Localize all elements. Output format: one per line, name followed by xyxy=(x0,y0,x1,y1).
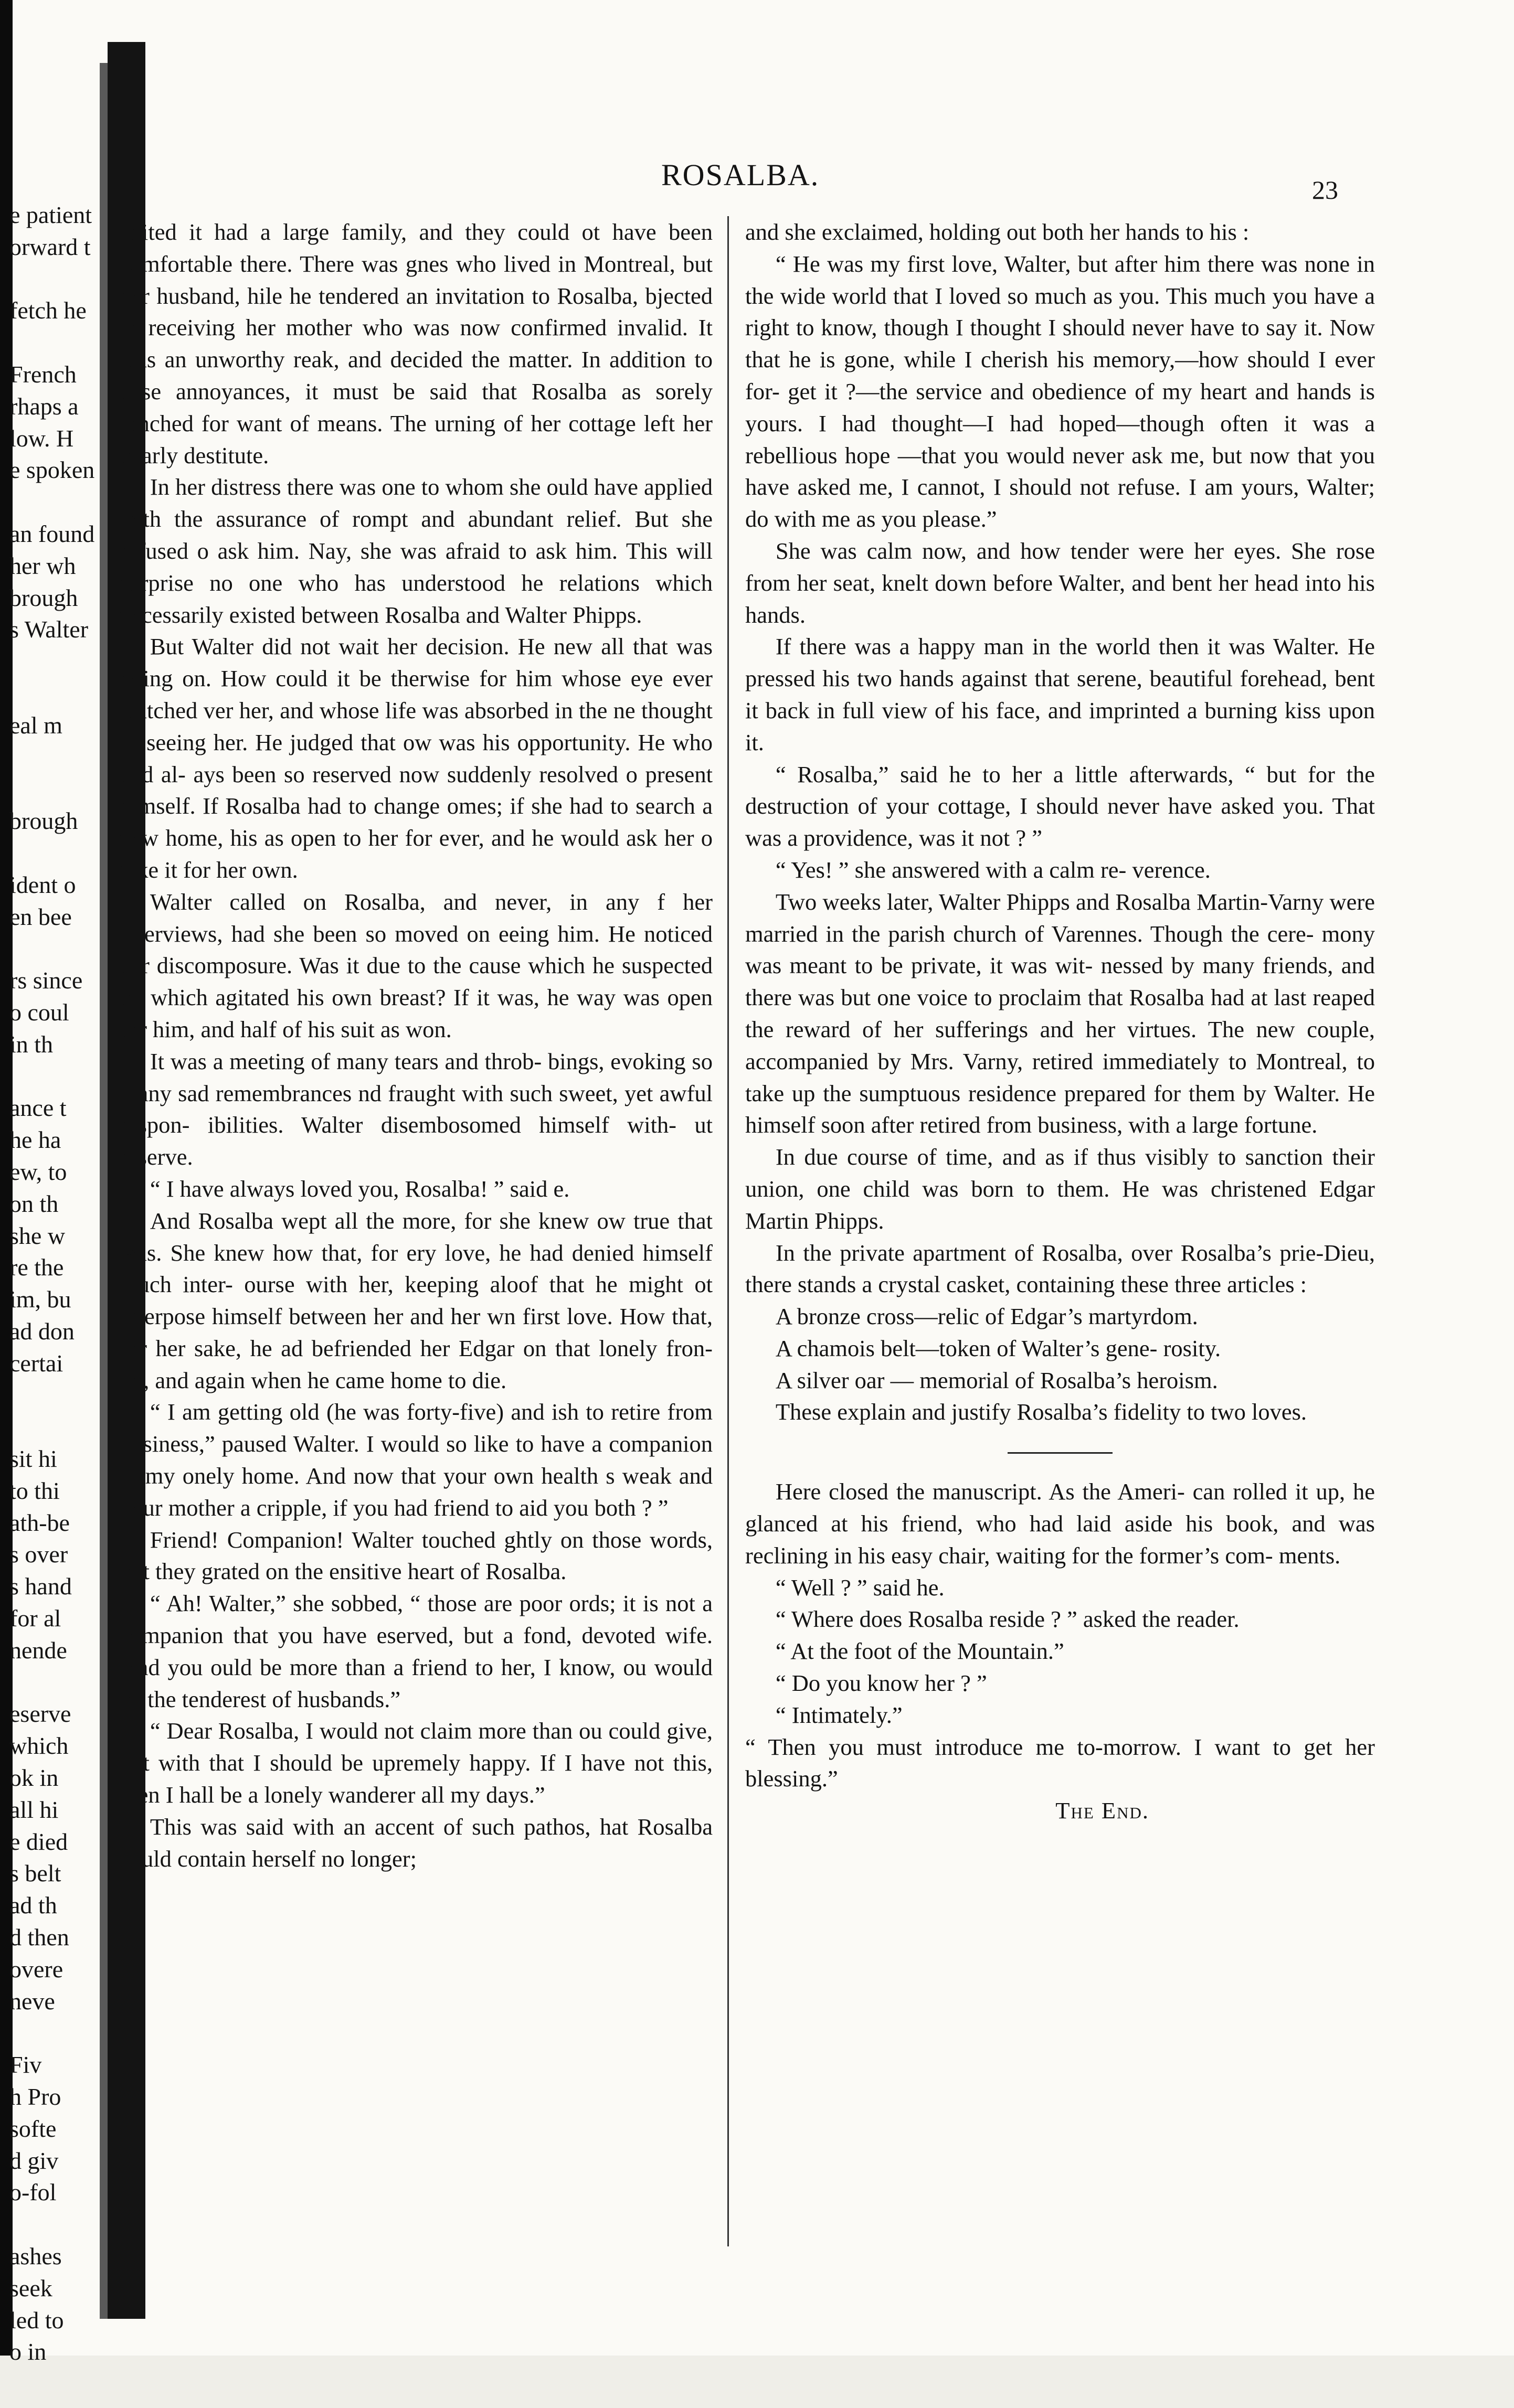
paragraph-right-9: In the private apartment of Rosalba, over Rosalba’s prie-Dieu, there stands a crystal casket, containing these three articles : xyxy=(745,1239,1375,1298)
edge-line: rhaps a xyxy=(9,392,79,420)
epilogue-paragraph-5: “ Do you know her ? ” xyxy=(775,1670,987,1697)
paragraph-right-2: “ He was my first love, Walter, but after him there was none in the wide world that I loved so much as you. This much you have a right to know, though I thought I should never have to say it. Now that he is gone, while I cherish his memory,—how should I ever for- get it ?—the service and obedience of my heart and hands is yours. I had thought—I had hoped—though often it was a rebellious hope —that you would never ask me, but now that you have asked me, I cannot, I should not refuse. I am yours, Walter; do with me as you please.” xyxy=(745,250,1375,532)
page-number: 23 xyxy=(1312,175,1338,205)
edge-line: s belt xyxy=(9,1860,61,1887)
edge-line xyxy=(9,742,105,774)
edge-line xyxy=(9,678,105,710)
edge-line: she w xyxy=(9,1222,66,1249)
paragraph-right-5: “ Rosalba,” said he to her a little afterwards, “ but for the destruction of your cottage, I should never have asked you. That was a providence, was it not ? ” xyxy=(745,761,1375,851)
edge-line: en bee xyxy=(9,903,72,930)
paragraph-right-8: In due course of time, and as if thus visibly to sanction their union, one child was born to them. He was christened Edgar Martin Phipps. xyxy=(745,1144,1375,1234)
edge-line: ashes xyxy=(9,2243,62,2270)
section-separator xyxy=(1008,1452,1113,1454)
edge-line xyxy=(9,2209,105,2241)
edge-line: sit hi xyxy=(9,1445,57,1473)
edge-line xyxy=(9,1411,105,1443)
edge-line: ident o xyxy=(9,871,76,898)
story-conclusion xyxy=(745,216,1375,1428)
edge-line xyxy=(9,1061,105,1093)
previous-page-edge-text xyxy=(9,199,105,2368)
edge-line xyxy=(9,1379,105,1411)
edge-line: h Pro xyxy=(9,2083,61,2111)
edge-line: d giv xyxy=(9,2147,59,2174)
edge-line xyxy=(9,646,105,678)
edge-line: Fiv xyxy=(9,2051,42,2079)
edge-line: on th xyxy=(9,1190,59,1217)
edge-line: s over xyxy=(9,1541,68,1568)
paragraph-left-3: But Walter did not wait her decision. He new all that was going on. How could it be therwise for him whose eye ever watched ver her, and whose life was absorbed in the ne thought of seeing her. He judged that ow was his opportunity. He who had al- ays been so reserved now suddenly resolved o present himself. If Rosalba had to change omes; if she had to search a new home, his as open to her for ever, and he would ask her o take it for her own. xyxy=(120,633,713,883)
paragraph-left-12: This was said with an accent of such pathos, hat Rosalba could contain herself no longer; xyxy=(120,1813,713,1872)
edge-line: led to xyxy=(9,2306,64,2334)
epilogue-paragraph-1: Here closed the manuscript. As the Ameri- can rolled it up, he glanced at his friend, who had laid aside his book, and was reclining in his easy chair, waiting for the former’s com- ments. xyxy=(745,1478,1375,1569)
paragraph-right-10: A bronze cross—relic of Edgar’s martyrdom. xyxy=(775,1303,1198,1330)
edge-line: to thi xyxy=(9,1477,60,1504)
edge-line: rs since xyxy=(9,967,83,994)
edge-line: ew, to xyxy=(9,1158,67,1185)
edge-line: French xyxy=(9,360,77,388)
edge-line: neve xyxy=(9,1987,55,2015)
paragraph-right-11: A chamois belt—token of Walter’s gene- rosity. xyxy=(775,1335,1221,1361)
edge-line xyxy=(9,486,105,518)
edge-line xyxy=(9,2017,105,2049)
edge-line: all hi xyxy=(9,1796,59,1823)
edge-line: e died xyxy=(9,1828,68,1855)
edge-line: im, bu xyxy=(9,1286,71,1313)
page-bottom-margin xyxy=(0,2356,1514,2408)
paragraph-left-7: And Rosalba wept all the more, for she knew ow true that was. She knew how that, for ery love, he had denied himself much inter- ourse with her, keeping aloof that he might ot interpose himself between her and her wn first love. How that, for her sake, he ad befriended her Edgar on that lonely fron- ier, and again when he came home to die. xyxy=(120,1207,713,1393)
edge-line xyxy=(9,1667,105,1699)
paragraph-left-5: It was a meeting of many tears and throb- bings, evoking so many sad remembrances nd fraught with such sweet, yet awful respon- ibilities. Walter disembosomed himself with- ut reserve. xyxy=(120,1048,713,1170)
edge-line: e spoken xyxy=(9,456,95,484)
edge-line: o coul xyxy=(9,998,69,1026)
paragraph-right-13: These explain and justify Rosalba’s fidelity to two loves. xyxy=(775,1399,1307,1425)
edge-line: brough xyxy=(9,807,78,835)
edge-line: ath-be xyxy=(9,1509,70,1536)
edge-line: ad don xyxy=(9,1317,75,1345)
epilogue-paragraph-2: “ Well ? ” said he. xyxy=(775,1574,945,1601)
text-column-left xyxy=(120,216,713,1874)
edge-line: softe xyxy=(9,2115,57,2142)
edge-line: certai xyxy=(9,1349,63,1377)
edge-line: fetch he xyxy=(9,297,87,324)
edge-line: re the xyxy=(9,1254,64,1281)
edge-line: o in xyxy=(9,2338,47,2366)
edge-line: an found xyxy=(9,520,95,547)
edge-line: brough xyxy=(9,584,78,611)
text-column-right xyxy=(745,216,1375,1827)
epilogue-paragraph-3: “ Where does Rosalba reside ? ” asked the reader. xyxy=(775,1606,1240,1633)
edge-line: he ha xyxy=(9,1126,61,1154)
paragraph-left-8: “ I am getting old (he was forty-five) and ish to retire from business,” paused Walter. I would so like to have a companion in my onely home. And now that your own health s weak and your mother a cripple, if you had friend to aid you both ? ” xyxy=(120,1399,713,1521)
column-rule xyxy=(727,216,729,2246)
edge-line xyxy=(9,263,105,295)
epilogue-paragraph-4: “ At the foot of the Mountain.” xyxy=(775,1638,1064,1665)
edge-line: d then xyxy=(9,1924,69,1951)
epilogue-paragraph-7: “ Then you must introduce me to-morrow. I want to get her blessing.” xyxy=(745,1733,1375,1792)
paragraph-right-3: She was calm now, and how tender were her eyes. She rose from her seat, knelt down before Walter, and bent her head into his hands. xyxy=(745,537,1375,628)
edge-line: eserve xyxy=(9,1700,71,1728)
edge-line: s Walter xyxy=(9,616,89,643)
edge-line: e patient xyxy=(9,201,92,228)
paragraph-left-6: “ I have always loved you, Rosalba! ” said e. xyxy=(150,1175,570,1202)
paragraph-right-4: If there was a happy man in the world then it was Walter. He pressed his two hands against that serene, beautiful forehead, bent it back in full view of his face, and imprinted a burning kiss upon it. xyxy=(745,633,1375,755)
edge-line xyxy=(9,837,105,869)
edge-line: in th xyxy=(9,1030,54,1058)
epilogue-paragraph-6: “ Intimately.” xyxy=(775,1701,903,1728)
edge-line: orward t xyxy=(9,233,91,260)
running-title: ROSALBA. xyxy=(661,158,820,192)
edge-line: ad th xyxy=(9,1892,57,1919)
edge-line xyxy=(9,933,105,965)
edge-line: o-fol xyxy=(9,2179,57,2206)
edge-line: her wh xyxy=(9,552,76,579)
edge-line xyxy=(9,773,105,805)
paragraph-left-10: “ Ah! Walter,” she sobbed, “ those are poor ords; it is not a companion that you have eserved, but a fond, devoted wife. And you ould be more than a friend to her, I know, ou would be the tenderest of husbands.” xyxy=(120,1590,713,1712)
paragraph-left-9: Friend! Companion! Walter touched ghtly on those words, but they grated on the ensitive heart of Rosalba. xyxy=(120,1526,713,1585)
paragraph-left-2: In her distress there was one to whom she ould have applied with the assurance of rompt and abundant relief. But she refused o ask him. Nay, she was afraid to ask him. This will surprise no one who has understood he relations which necessarily existed between Rosalba and Walter Phipps. xyxy=(120,474,713,628)
edge-line xyxy=(9,327,105,359)
edge-line: s hand xyxy=(9,1573,72,1600)
edge-line: eal m xyxy=(9,711,62,739)
the-end: The End. xyxy=(1055,1797,1149,1824)
edge-line: ance t xyxy=(9,1094,67,1122)
paragraph-right-1: and she exclaimed, holding out both her hands to his : xyxy=(745,219,1250,245)
edge-line: ok in xyxy=(9,1764,59,1792)
edge-line: low. H xyxy=(9,424,74,452)
edge-line: overe xyxy=(9,1955,63,1983)
paragraph-left-1: abited it had a large family, and they could ot have been comfortable there. There was gnes who lived in Montreal, but her husband, hile he tendered an invitation to Rosalba, bjected to receiving her mother who was now confirmed invalid. It was an unworthy reak, and decided the matter. In addition to hese annoyances, it must be said that Rosalba as sorely pinched for want of means. The urning of her cottage left her nearly destitute. xyxy=(120,219,713,468)
paragraph-left-4: Walter called on Rosalba, and never, in any f her interviews, had she been so moved on eeing him. He noticed her discomposure. Was it due to the cause which he suspected nd which agitated his own breast? If it was, he way was open for him, and half of his suit as won. xyxy=(120,888,713,1042)
edge-line: which xyxy=(9,1732,69,1760)
epilogue xyxy=(745,1476,1375,1795)
paragraph-left-11: “ Dear Rosalba, I would not claim more than ou could give, but with that I should be upremely happy. If I have not this, then I hall be a lonely wanderer all my days.” xyxy=(120,1718,713,1808)
paragraph-right-12: A silver oar — memorial of Rosalba’s heroism. xyxy=(775,1367,1218,1393)
edge-line: seek xyxy=(9,2274,52,2302)
edge-line: nende xyxy=(9,1636,67,1664)
edge-line: for al xyxy=(9,1605,61,1632)
paragraph-right-7: Two weeks later, Walter Phipps and Rosalba Martin-Varny were married in the parish church of Varennes. Though the cere- mony was meant to be private, it was wit- nessed by many friends, and there was but one voice to proclaim that Rosalba had at last reaped the reward of her sufferings and her virtues. The new couple, accompanied by Mrs. Varny, retired immediately to Montreal, to take up the sumptuous residence prepared for them by Walter. He himself soon after retired from business, with a large fortune. xyxy=(745,888,1375,1138)
paragraph-right-6: “ Yes! ” she answered with a calm re- verence. xyxy=(775,856,1211,883)
